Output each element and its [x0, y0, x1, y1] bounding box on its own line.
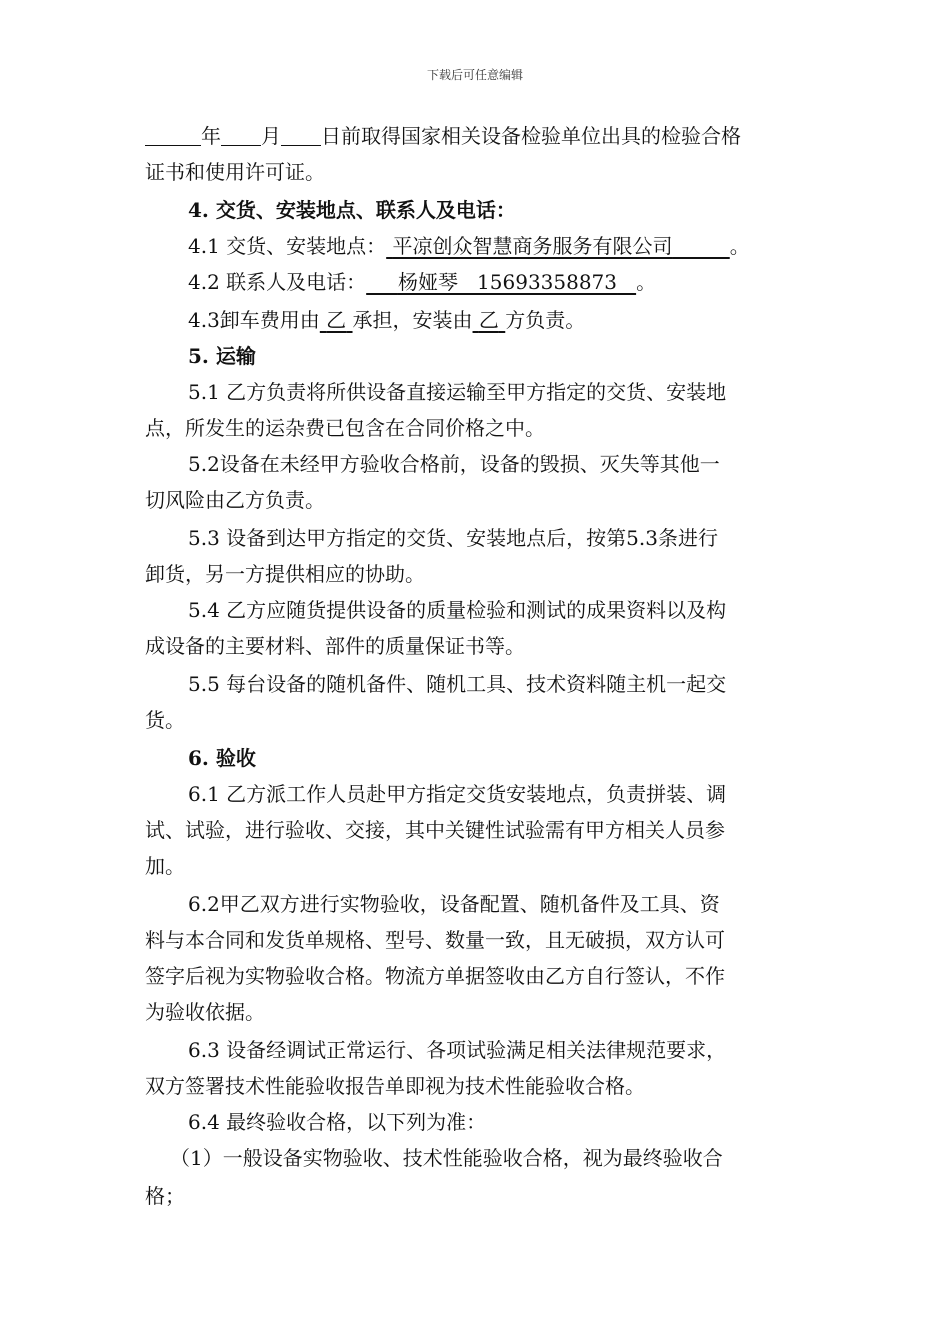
unloading-party: 乙	[326, 308, 347, 332]
delivery-address: 平凉创众智慧商务服务有限公司	[392, 234, 673, 258]
section-heading-4: 4. 交货、安装地点、联系人及电话：	[188, 198, 516, 222]
text-line: 5.1 乙方负责将所供设备直接运输至甲方指定的交货、安装地	[188, 380, 727, 404]
text-line: 证书和使用许可证。	[145, 160, 325, 184]
blank-day	[281, 121, 321, 146]
blank-year	[145, 121, 201, 146]
text-line: 5.2设备在未经甲方验收合格前，设备的毁损、灭失等其他一	[188, 452, 720, 476]
text-line: 格；	[145, 1184, 185, 1208]
text-line: 双方签署技术性能验收报告单即视为技术性能验收合格。	[145, 1074, 645, 1098]
text-line: 试、试验，进行验收、交接，其中关键性试验需有甲方相关人员参	[145, 818, 725, 842]
page-header: 下载后可任意编辑	[426, 68, 523, 82]
text-line: 5.4 乙方应随货提供设备的质量检验和测试的成果资料以及构	[188, 598, 727, 622]
text-line: 点，所发生的运杂费已包含在合同价格之中。	[145, 416, 545, 440]
text-line: 货。	[145, 708, 185, 732]
text-line: 成设备的主要材料、部件的质量保证书等。	[145, 634, 525, 658]
text-line: 加。	[145, 854, 185, 878]
text-line: 卸货，另一方提供相应的协助。	[145, 562, 425, 586]
blank-month	[221, 121, 261, 146]
text-line: 6.1 乙方派工作人员赴甲方指定交货安装地点，负责拼装、调	[188, 782, 727, 806]
text-line: 切风险由乙方负责。	[145, 488, 325, 512]
line-date: 年 月 日前取得国家相关设备检验单位出具的检验合格	[145, 118, 815, 154]
contact-info: 杨娅琴 15693358873	[397, 270, 618, 294]
section-heading-6: 6. 验收	[188, 746, 256, 770]
text-line: 5.5 每台设备的随机备件、随机工具、技术资料随主机一起交	[188, 672, 727, 696]
text-line: 5.3 设备到达甲方指定的交货、安装地点后，按第5.3条进行	[188, 526, 718, 550]
text-line: 6.2甲乙双方进行实物验收，设备配置、随机备件及工具、资	[188, 892, 720, 916]
text-line: 料与本合同和发货单规格、型号、数量一致，且无破损，双方认可	[145, 928, 725, 952]
line-4-3: 4.3卸车费用由 乙 承担，安装由 乙 方负责。	[188, 308, 586, 332]
section-heading-5: 5. 运输	[188, 344, 256, 368]
line-4-1: 4.1 交货、安装地点： 平凉创众智慧商务服务有限公司 。	[188, 234, 750, 258]
installation-party: 乙	[478, 308, 499, 332]
text-line: 6.4 最终验收合格，以下列为准：	[188, 1110, 487, 1134]
text-line: 6.3 设备经调试正常运行、各项试验满足相关法律规范要求，	[188, 1038, 727, 1062]
text-line: 签字后视为实物验收合格。物流方单据签收由乙方自行签认，不作	[145, 964, 725, 988]
text-line: 为验收依据。	[145, 1000, 265, 1024]
line-4-2: 4.2 联系人及电话： 杨娅琴 15693358873 。	[188, 270, 657, 294]
text-line: （1）一般设备实物验收、技术性能验收合格，视为最终验收合	[170, 1146, 723, 1170]
